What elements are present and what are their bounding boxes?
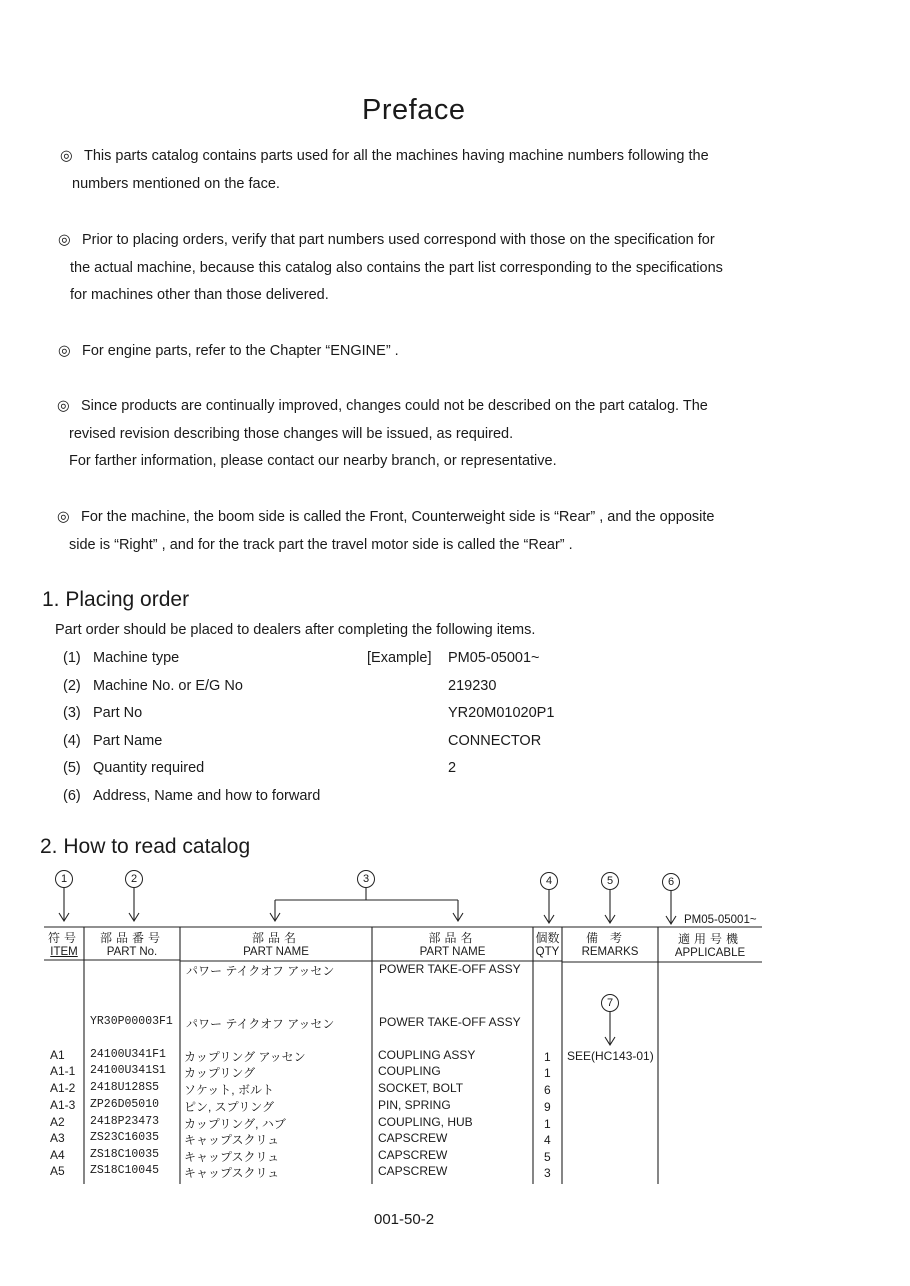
order-item: (1) Machine type: [63, 650, 180, 666]
table-row-name-jp: ピン, スプリング: [184, 1100, 274, 1114]
preface-line: Since products are continually improved, changes could not be described on the part catalog. The: [81, 398, 708, 414]
table-row-qty: 9: [544, 1100, 551, 1114]
table-row-name-jp: パワー テイクオフ アッセン: [186, 1017, 335, 1031]
table-row-name-en: SOCKET, BOLT: [378, 1081, 464, 1095]
order-item: (4) Part Name: [63, 733, 163, 749]
table-row-qty: 6: [544, 1083, 551, 1097]
preface-line: For the machine, the boom side is called the Front, Counterweight side is “Rear” , and the opposite: [81, 509, 715, 525]
table-row-name-jp: キャップスクリュ: [184, 1150, 280, 1164]
order-item: (6) Address, Name and how to forward: [63, 788, 321, 804]
preface-line: side is “Right” , and for the track part the travel motor side is called the “Rear” .: [69, 536, 573, 553]
table-row-qty: 1: [544, 1117, 551, 1131]
header-part-name-jp: 部品名 PART NAME: [243, 931, 309, 958]
table-row-part-no: ZS23C16035: [90, 1131, 160, 1144]
callout-5-icon: 5: [601, 872, 619, 890]
table-row-name-jp: カップリング: [184, 1066, 256, 1080]
table-row-item: A5: [50, 1164, 65, 1178]
double-circle-icon: ◎: [58, 232, 71, 248]
section-heading-how-to-read: 2. How to read catalog: [40, 835, 251, 858]
order-item: (2) Machine No. or E/G No: [63, 678, 243, 694]
preface-line: Prior to placing orders, verify that part numbers used correspond with those on the specification for: [82, 232, 715, 248]
table-row-name-en: CAPSCREW: [378, 1164, 448, 1178]
example-label: [Example]: [367, 650, 432, 666]
table-row-item: A4: [50, 1148, 65, 1162]
callout-4-icon: 4: [540, 872, 558, 890]
preface-line: This parts catalog contains parts used for all the machines having machine numbers following the: [84, 148, 709, 164]
order-item: (3) Part No: [63, 705, 143, 721]
table-row-qty: 5: [544, 1150, 551, 1164]
double-circle-icon: ◎: [57, 398, 70, 414]
table-row-item: A1: [50, 1048, 65, 1062]
table-row-name-jp: キャップスクリュ: [184, 1133, 280, 1147]
table-row-name-en: CAPSCREW: [378, 1131, 448, 1145]
table-row-name-jp: パワー テイクオフ アッセン: [186, 964, 335, 978]
order-item-value: PM05-05001~: [448, 650, 540, 666]
table-row-item: A1-1: [50, 1064, 76, 1078]
header-part-name-en: 部品名 PART NAME: [419, 931, 486, 958]
order-item-value: CONNECTOR: [448, 733, 542, 749]
table-row-item: A3: [50, 1131, 65, 1145]
header-part-no: 部品番号 PART No.: [99, 931, 164, 958]
header-applicable: 適用号機 APPLICABLE: [674, 932, 746, 959]
table-row-name-en: COUPLING ASSY: [378, 1048, 476, 1062]
table-row-part-no: 24100U341S1: [90, 1064, 166, 1077]
table-row-name-en: PIN, SPRING: [378, 1098, 451, 1112]
table-row-name-en: CAPSCREW: [378, 1148, 448, 1162]
callout-6-icon: 6: [662, 873, 680, 891]
table-row-qty: 3: [544, 1166, 551, 1180]
section-heading-placing-order: 1. Placing order: [42, 588, 190, 611]
table-row-item: A1-3: [50, 1098, 76, 1112]
table-row-remarks: SEE(HC143-01): [567, 1049, 654, 1063]
table-row-name-jp: カップリング, ハブ: [184, 1117, 286, 1131]
double-circle-icon: ◎: [57, 509, 70, 525]
table-row-part-no: 2418P23473: [90, 1115, 160, 1128]
table-row-part-no: 24100U341F1: [90, 1048, 166, 1061]
table-row-name-en: POWER TAKE-OFF ASSY: [379, 962, 521, 976]
placing-order-intro: Part order should be placed to dealers after completing the following items.: [55, 622, 536, 638]
preface-line: revised revision describing those changes will be issued, as required.: [69, 425, 514, 442]
preface-line: for machines other than those delivered.: [70, 287, 329, 303]
header-item: 符号 ITEM: [47, 931, 80, 958]
table-row-part-no: ZP26D05010: [90, 1098, 160, 1111]
table-row-name-jp: カップリング アッセン: [184, 1050, 306, 1064]
double-circle-icon: ◎: [58, 343, 71, 359]
page-title: Preface: [362, 94, 466, 126]
table-row-name-en: POWER TAKE-OFF ASSY: [379, 1015, 521, 1029]
table-row-name-en: COUPLING, HUB: [378, 1115, 473, 1129]
preface-line: the actual machine, because this catalog also contains the part list corresponding to the specifications: [70, 259, 723, 276]
table-row-part-no: YR30P00003F1: [90, 1015, 173, 1028]
order-item-value: 2: [448, 760, 457, 776]
table-row-name-en: COUPLING: [378, 1064, 441, 1078]
header-remarks: 備考 REMARKS: [581, 931, 639, 958]
callout-2-icon: 2: [125, 870, 143, 888]
table-row-part-no: ZS18C10035: [90, 1148, 160, 1161]
callout-7-icon: 7: [601, 994, 619, 1012]
table-row-item: A2: [50, 1115, 65, 1129]
table-row-qty: 4: [544, 1133, 551, 1147]
page-number: 001-50-2: [374, 1211, 435, 1228]
table-row-name-jp: ソケット, ボルト: [184, 1083, 274, 1097]
table-row-qty: 1: [544, 1066, 551, 1080]
double-circle-icon: ◎: [60, 148, 73, 164]
header-qty: 個数 QTY: [535, 931, 560, 958]
applicable-code: PM05-05001~: [684, 914, 757, 926]
table-row-part-no: 2418U128S5: [90, 1081, 160, 1094]
preface-line: For farther information, please contact our nearby branch, or representative.: [69, 453, 557, 469]
table-row-name-jp: キャップスクリュ: [184, 1166, 280, 1180]
preface-line: numbers mentioned on the face.: [72, 175, 280, 192]
table-row-part-no: ZS18C10045: [90, 1164, 160, 1177]
callout-1-icon: 1: [55, 870, 73, 888]
order-item: (5) Quantity required: [63, 760, 205, 776]
table-row-item: A1-2: [50, 1081, 76, 1095]
order-item-value: 219230: [448, 678, 497, 694]
callout-3-icon: 3: [357, 870, 375, 888]
table-row-qty: 1: [544, 1050, 551, 1064]
order-item-value: YR20M01020P1: [448, 705, 555, 721]
preface-line: For engine parts, refer to the Chapter “ENGINE” .: [82, 343, 399, 359]
